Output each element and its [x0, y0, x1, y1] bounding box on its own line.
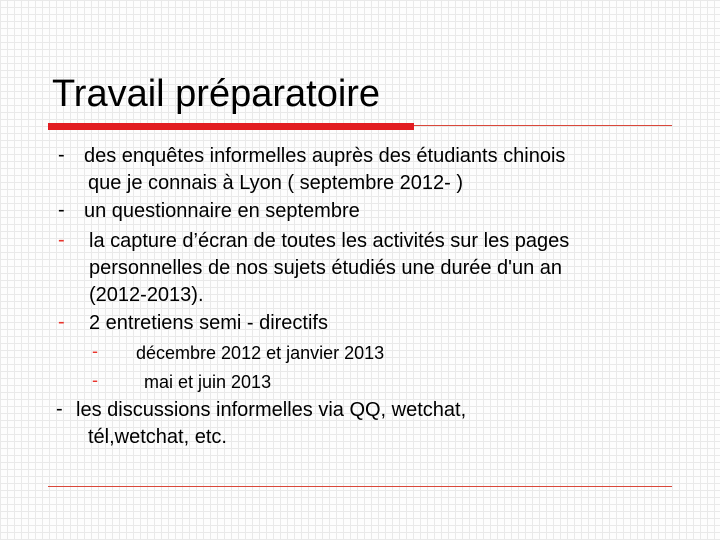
bullet-text: les discussions informelles via QQ, wetchat, — [76, 399, 467, 421]
slide-title: Travail préparatoire — [52, 73, 381, 115]
title-underline-accent — [48, 123, 414, 130]
bullet-text-continuation: que je connais à Lyon ( septembre 2012- ) — [88, 172, 464, 194]
footer-rule — [48, 486, 672, 487]
bullet-dash: - — [58, 199, 65, 221]
bullet-text-continuation: personnelles de nos sujets étudiés une durée d'un an — [89, 257, 563, 279]
bullet-text: 2 entretiens semi - directifs — [89, 312, 328, 334]
bullet-text: un questionnaire en septembre — [84, 200, 360, 222]
bullet-text-continuation: (2012-2013). — [89, 284, 204, 306]
sub-bullet-dash-red: - — [92, 370, 98, 390]
sub-bullet-text: mai et juin 2013 — [144, 372, 272, 392]
bullet-dash-red: - — [58, 311, 65, 333]
bullet-text-continuation: tél,wetchat, etc. — [88, 426, 227, 448]
sub-bullet-text: décembre 2012 et janvier 2013 — [136, 343, 385, 363]
bullet-text: des enquêtes informelles auprès des étudiants chinois — [84, 145, 566, 167]
bullet-text: la capture d’écran de toutes les activités sur les pages — [89, 230, 570, 252]
bullet-dash-red: - — [58, 229, 65, 251]
bullet-dash: - — [58, 144, 65, 166]
bullet-dash: - — [56, 398, 63, 420]
sub-bullet-dash-red: - — [92, 341, 98, 361]
